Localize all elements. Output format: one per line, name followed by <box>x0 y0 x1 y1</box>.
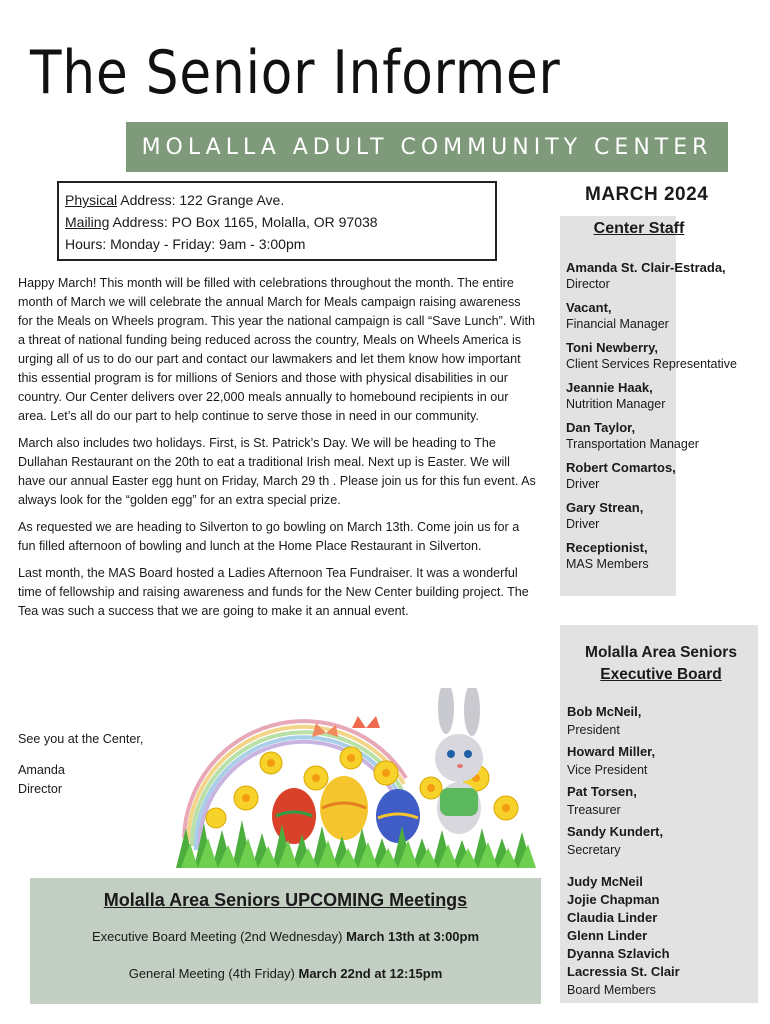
bunny-icon <box>435 688 483 834</box>
address-box <box>57 181 497 261</box>
mailing-text: Address: PO Box 1165, Molalla, OR 97038 <box>109 214 378 230</box>
staff-role: Nutrition Manager <box>566 397 666 411</box>
physical-label: Physical <box>65 192 118 208</box>
officer-name: Pat Torsen, <box>567 784 637 799</box>
staff-name: Dan Taylor, <box>566 420 636 435</box>
staff-role: Transportation Manager <box>566 437 699 451</box>
officer-role: Vice President <box>567 763 648 777</box>
staff-member <box>566 379 766 412</box>
staff-name: Robert Comartos, <box>566 460 676 475</box>
upcoming-meetings-box <box>30 878 541 1004</box>
signer-name: Amanda <box>18 763 65 777</box>
staff-name: Amanda St. Clair-Estrada, <box>566 260 726 275</box>
board-officer <box>567 743 757 779</box>
mailing-address <box>65 211 487 233</box>
staff-member <box>566 499 766 532</box>
staff-role: Driver <box>566 477 600 491</box>
board-officer <box>567 823 757 859</box>
board-member: Claudia Linder <box>567 910 658 925</box>
meeting-time: March 22nd at 12:15pm <box>298 966 443 981</box>
newsletter-title: The Senior Informer <box>30 38 561 108</box>
paragraph: March also includes two holidays. First, is St. Patrick’s Day. We will be heading to The Dullahan Restaurant on the 20th to eat a traditional Irish meal. Next up is Easter. We will have our annual Easter egg hunt on Friday, March 29 th . Please join us for this fun event. As always look for the “golden egg” for an extra special prize. <box>18 436 536 507</box>
center-name-banner: MOLALLA ADULT COMMUNITY CENTER <box>126 122 728 172</box>
easter-illustration <box>176 688 536 868</box>
issue-month: MARCH 2024 <box>585 184 709 205</box>
staff-member <box>566 259 766 292</box>
staff-role: Client Services Representative <box>566 357 737 371</box>
staff-member <box>566 459 766 492</box>
physical-text: Address: 122 Grange Ave. <box>117 192 285 208</box>
hours: Hours: Monday - Friday: 9am - 3:00pm <box>65 236 306 252</box>
meeting-label: Executive Board Meeting (2nd Wednesday) <box>91 929 347 944</box>
board-member: Jojie Chapman <box>567 892 660 907</box>
signoff <box>18 730 143 799</box>
board-member: Glenn Linder <box>567 928 648 943</box>
board-members-role: Board Members <box>567 983 656 997</box>
board-officer <box>567 703 757 739</box>
staff-member <box>566 539 766 572</box>
paragraph: Last month, the MAS Board hosted a Ladies Afternoon Tea Fundraiser. It was a wonderful time of fellowship and raising awareness and funds for the New Center building project. The Tea was such a success that we are going to make it an annual event. <box>18 566 529 618</box>
board-member: Dyanna Szlavich <box>567 946 670 961</box>
board-header-line: Molalla Area Seniors <box>585 644 737 661</box>
paragraph: As requested we are heading to Silverton to go bowling on March 13th. Come join us for a fun filled afternoon of bowling and lunch at the Home Place Restaurant in Silverton. <box>18 520 520 553</box>
staff-member <box>566 419 766 452</box>
mailing-label: Mailing <box>65 214 110 230</box>
board-officers <box>567 703 757 863</box>
staff-name: Jeannie Haak, <box>566 380 653 395</box>
letter-body <box>18 274 536 629</box>
staff-name: Receptionist, <box>566 540 648 555</box>
officer-role: Treasurer <box>567 803 621 817</box>
staff-member <box>566 299 766 332</box>
board-officer <box>567 783 757 819</box>
closing: See you at the Center, <box>18 732 144 746</box>
board-header <box>566 642 756 686</box>
staff-role: MAS Members <box>566 557 649 571</box>
staff-member <box>566 339 766 372</box>
staff-name: Toni Newberry, <box>566 340 658 355</box>
staff-role: Driver <box>566 517 600 531</box>
meeting-time: March 13th at 3:00pm <box>346 929 480 944</box>
meeting-item <box>30 966 541 981</box>
officer-role: Secretary <box>567 843 621 857</box>
staff-header: Center Staff <box>593 220 685 237</box>
staff-role: Director <box>566 277 610 291</box>
officer-name: Howard Miller, <box>567 744 656 759</box>
meetings-title: Molalla Area Seniors UPCOMING Meetings <box>103 890 468 910</box>
board-member: Judy McNeil <box>567 874 643 889</box>
meeting-label: General Meeting (4th Friday) <box>128 966 299 981</box>
staff-name: Vacant, <box>566 300 612 315</box>
staff-list <box>566 259 766 579</box>
staff-role: Financial Manager <box>566 317 669 331</box>
meeting-item <box>30 929 541 944</box>
officer-name: Bob McNeil, <box>567 704 642 719</box>
officer-name: Sandy Kundert, <box>567 824 664 839</box>
physical-address <box>65 189 487 211</box>
signer-title: Director <box>18 782 63 796</box>
board-member: Lacressia St. Clair <box>567 964 680 979</box>
officer-role: President <box>567 723 620 737</box>
board-members <box>567 873 757 999</box>
staff-name: Gary Strean, <box>566 500 644 515</box>
board-header-line: Executive Board <box>600 666 722 683</box>
paragraph: Happy March! This month will be filled with celebrations throughout the month. The entire month of March we will celebrate the annual March for Meals campaign raising awareness for the Meals on Wheels program. This year the national campaign is call “Save Lunch”. With a threat of national funding being reduced across the country, Meals on Wheels America is urging all of us to do our part and contact our lawmakers and let them know how important this essential program is for millions of Seniors and those with physical disabilities in our country. Our Center delivers over 22,000 meals annually to homebound recipients in our area. Let’s all do our part to help continue to serve those in need in our community. <box>18 276 536 423</box>
